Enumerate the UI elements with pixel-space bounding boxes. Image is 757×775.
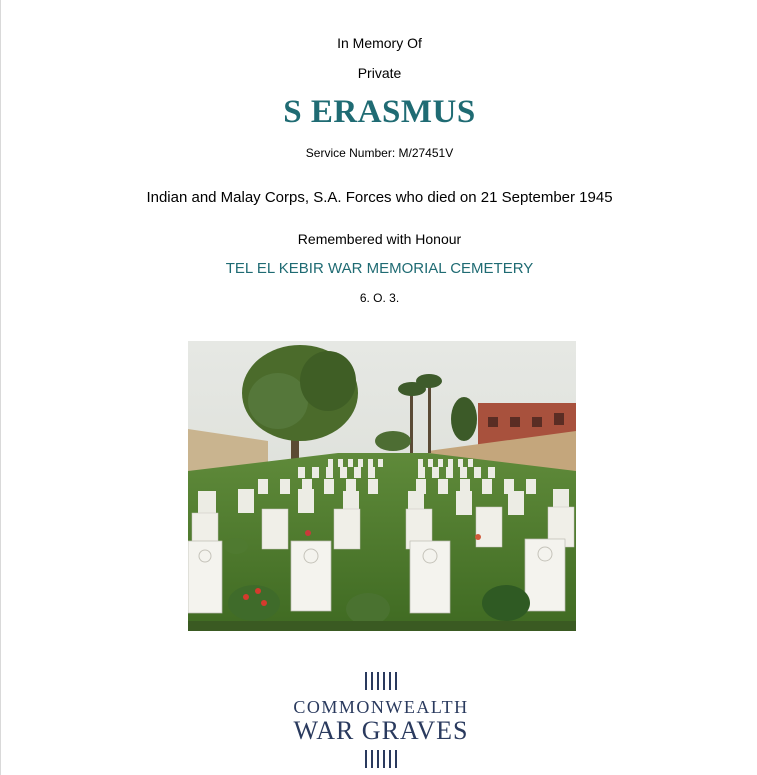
logo-line-1: COMMONWEALTH [293,697,469,717]
cemetery-photo [188,341,576,631]
logo-bars-top [281,672,481,690]
grave-reference: 6. O. 3. [359,291,400,305]
cwgc-logo [281,672,481,772]
rank-text: Private [357,65,402,81]
logo-bars-bottom [281,750,481,768]
unit-description: Indian and Malay Corps, S.A. Forces who died on 21 September 1945 [146,189,613,206]
casualty-name: S ERASMUS [283,94,476,130]
cemetery-name: TEL EL KEBIR WAR MEMORIAL CEMETERY [225,260,534,277]
intro-text: In Memory Of [337,35,422,51]
logo-line-2: WAR GRAVES [293,716,469,745]
remembered-text: Remembered with Honour [297,231,462,247]
service-number: Service Number: M/27451V [305,146,454,160]
